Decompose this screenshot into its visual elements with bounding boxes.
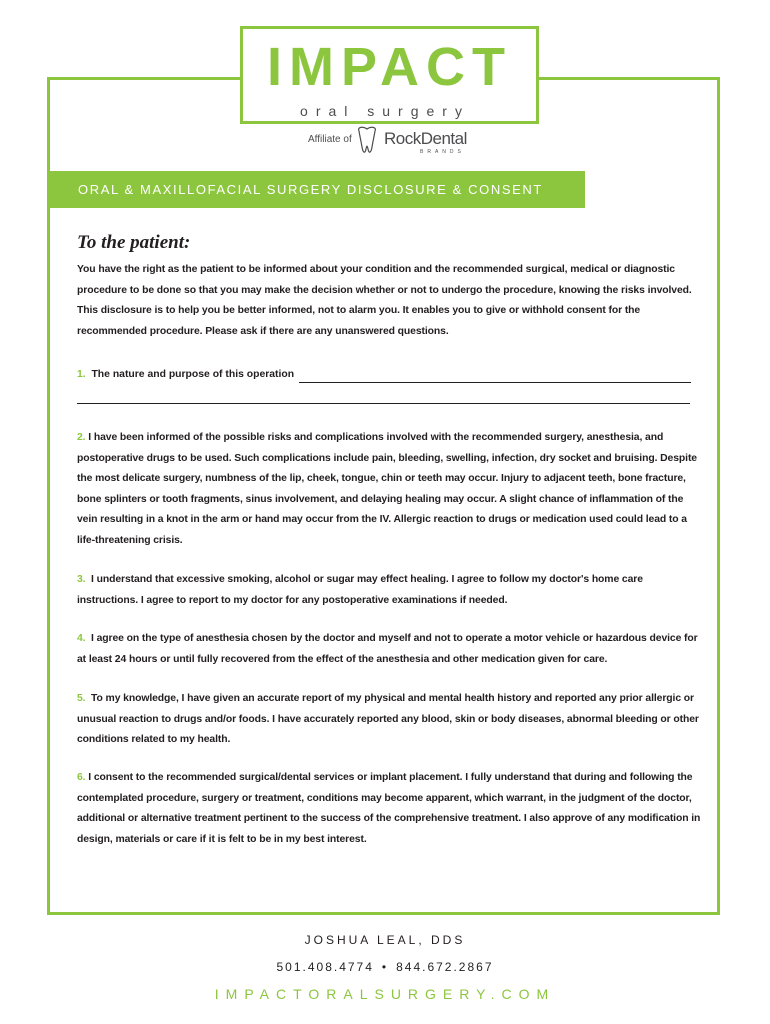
- separator-dot: •: [381, 960, 389, 974]
- item-text: To my knowledge, I have given an accurate report of my physical and mental health history and reported any prior allergic or unusual reaction to drugs and/or foods. I have accurately reported any blood, skin or body diseases, abnormal bleeding or other conditions related to my health.: [77, 693, 699, 746]
- affiliate-name: RockDental: [384, 129, 467, 148]
- item-number: 3.: [77, 574, 86, 585]
- fill-in-line[interactable]: [299, 372, 691, 383]
- tooth-icon: [354, 125, 380, 157]
- doctor-name: JOSHUA LEAL, DDS: [304, 933, 466, 947]
- greeting-heading: To the patient:: [77, 232, 191, 253]
- item-5: [77, 689, 702, 751]
- affiliate-label: Affiliate of: [308, 134, 352, 145]
- item-text: I have been informed of the possible risks and complications involved with the recommended surgery, anesthesia, and postoperative drugs to be used. Such complications include pain, bleeding, swelling, infection, dry socket and bruising. Despite the most delicate surgery, numbness of the lip, cheek, tongue, chin or teeth may occur. Injury to adjacent teeth, bone fracture, bone splinters or tooth fragments, sinus involvement, and delaying healing may occur. A slight chance of inflammation of the vein resulting in a knot in the arm or hand may occur from the IV. Allergic reaction to drugs or medication used could lead to a life-threatening crisis.: [77, 432, 697, 546]
- fill-in-line-2[interactable]: [77, 403, 690, 404]
- logo-subtitle-text: oral surgery: [290, 103, 480, 119]
- item-3: [77, 570, 702, 611]
- item-text: I understand that excessive smoking, alcohol or sugar may effect healing. I agree to follow my doctor's home care instructions. I agree to report to my doctor for any postoperative examinations if needed.: [77, 574, 643, 606]
- item-4: [77, 629, 702, 670]
- item-text: I consent to the recommended surgical/dental services or implant placement. I fully understand that during and following the contemplated procedure, surgery or treatment, conditions may become apparent, which warrant, in the judgment of the doctor, additional or alternative treatment pertinent to the success of the comprehensive treatment. I also approve of any modification in design, materials or care if it is felt to be in my best interest.: [77, 772, 701, 845]
- item-number: 1.: [77, 369, 86, 380]
- phone-1[interactable]: 501.408.4774: [276, 960, 374, 974]
- title-banner: ORAL & MAXILLOFACIAL SURGERY DISCLOSURE & CONSENT: [47, 171, 585, 208]
- intro-paragraph: You have the right as the patient to be informed about your condition and the recommended surgical, medical or diagnostic procedure to be done so that you may make the decision whether or not to undergo the procedure, knowing the risks involved. This disclosure is to help you be better informed, not to alarm you. It enables you to give or withhold consent for the recommended procedure. Please ask if there are any unanswered questions.: [77, 264, 692, 337]
- website-link[interactable]: IMPACTORALSURGERY.COM: [214, 986, 556, 1002]
- item-number: 6.: [77, 772, 86, 783]
- affiliate-logo: [300, 125, 480, 161]
- item-number: 2.: [77, 432, 86, 443]
- logo-wordmark: IMPACT: [267, 37, 512, 97]
- item-6: [77, 768, 702, 850]
- item-1: [77, 367, 691, 383]
- item-number: 5.: [77, 693, 86, 704]
- logo-subtitle: [0, 103, 770, 119]
- item-text: I agree on the type of anesthesia chosen by the doctor and myself and not to operate a motor vehicle or hazardous device for at least 24 hours or until fully recovered from the effect of the anesthesia and other medication given for care.: [77, 633, 698, 665]
- affiliate-subname: BRANDS: [420, 149, 465, 155]
- item-2: [77, 428, 702, 552]
- phone-2[interactable]: 844.672.2867: [396, 960, 494, 974]
- phone-numbers: [0, 960, 770, 974]
- item-text: The nature and purpose of this operation: [91, 369, 295, 380]
- item-number: 4.: [77, 633, 86, 644]
